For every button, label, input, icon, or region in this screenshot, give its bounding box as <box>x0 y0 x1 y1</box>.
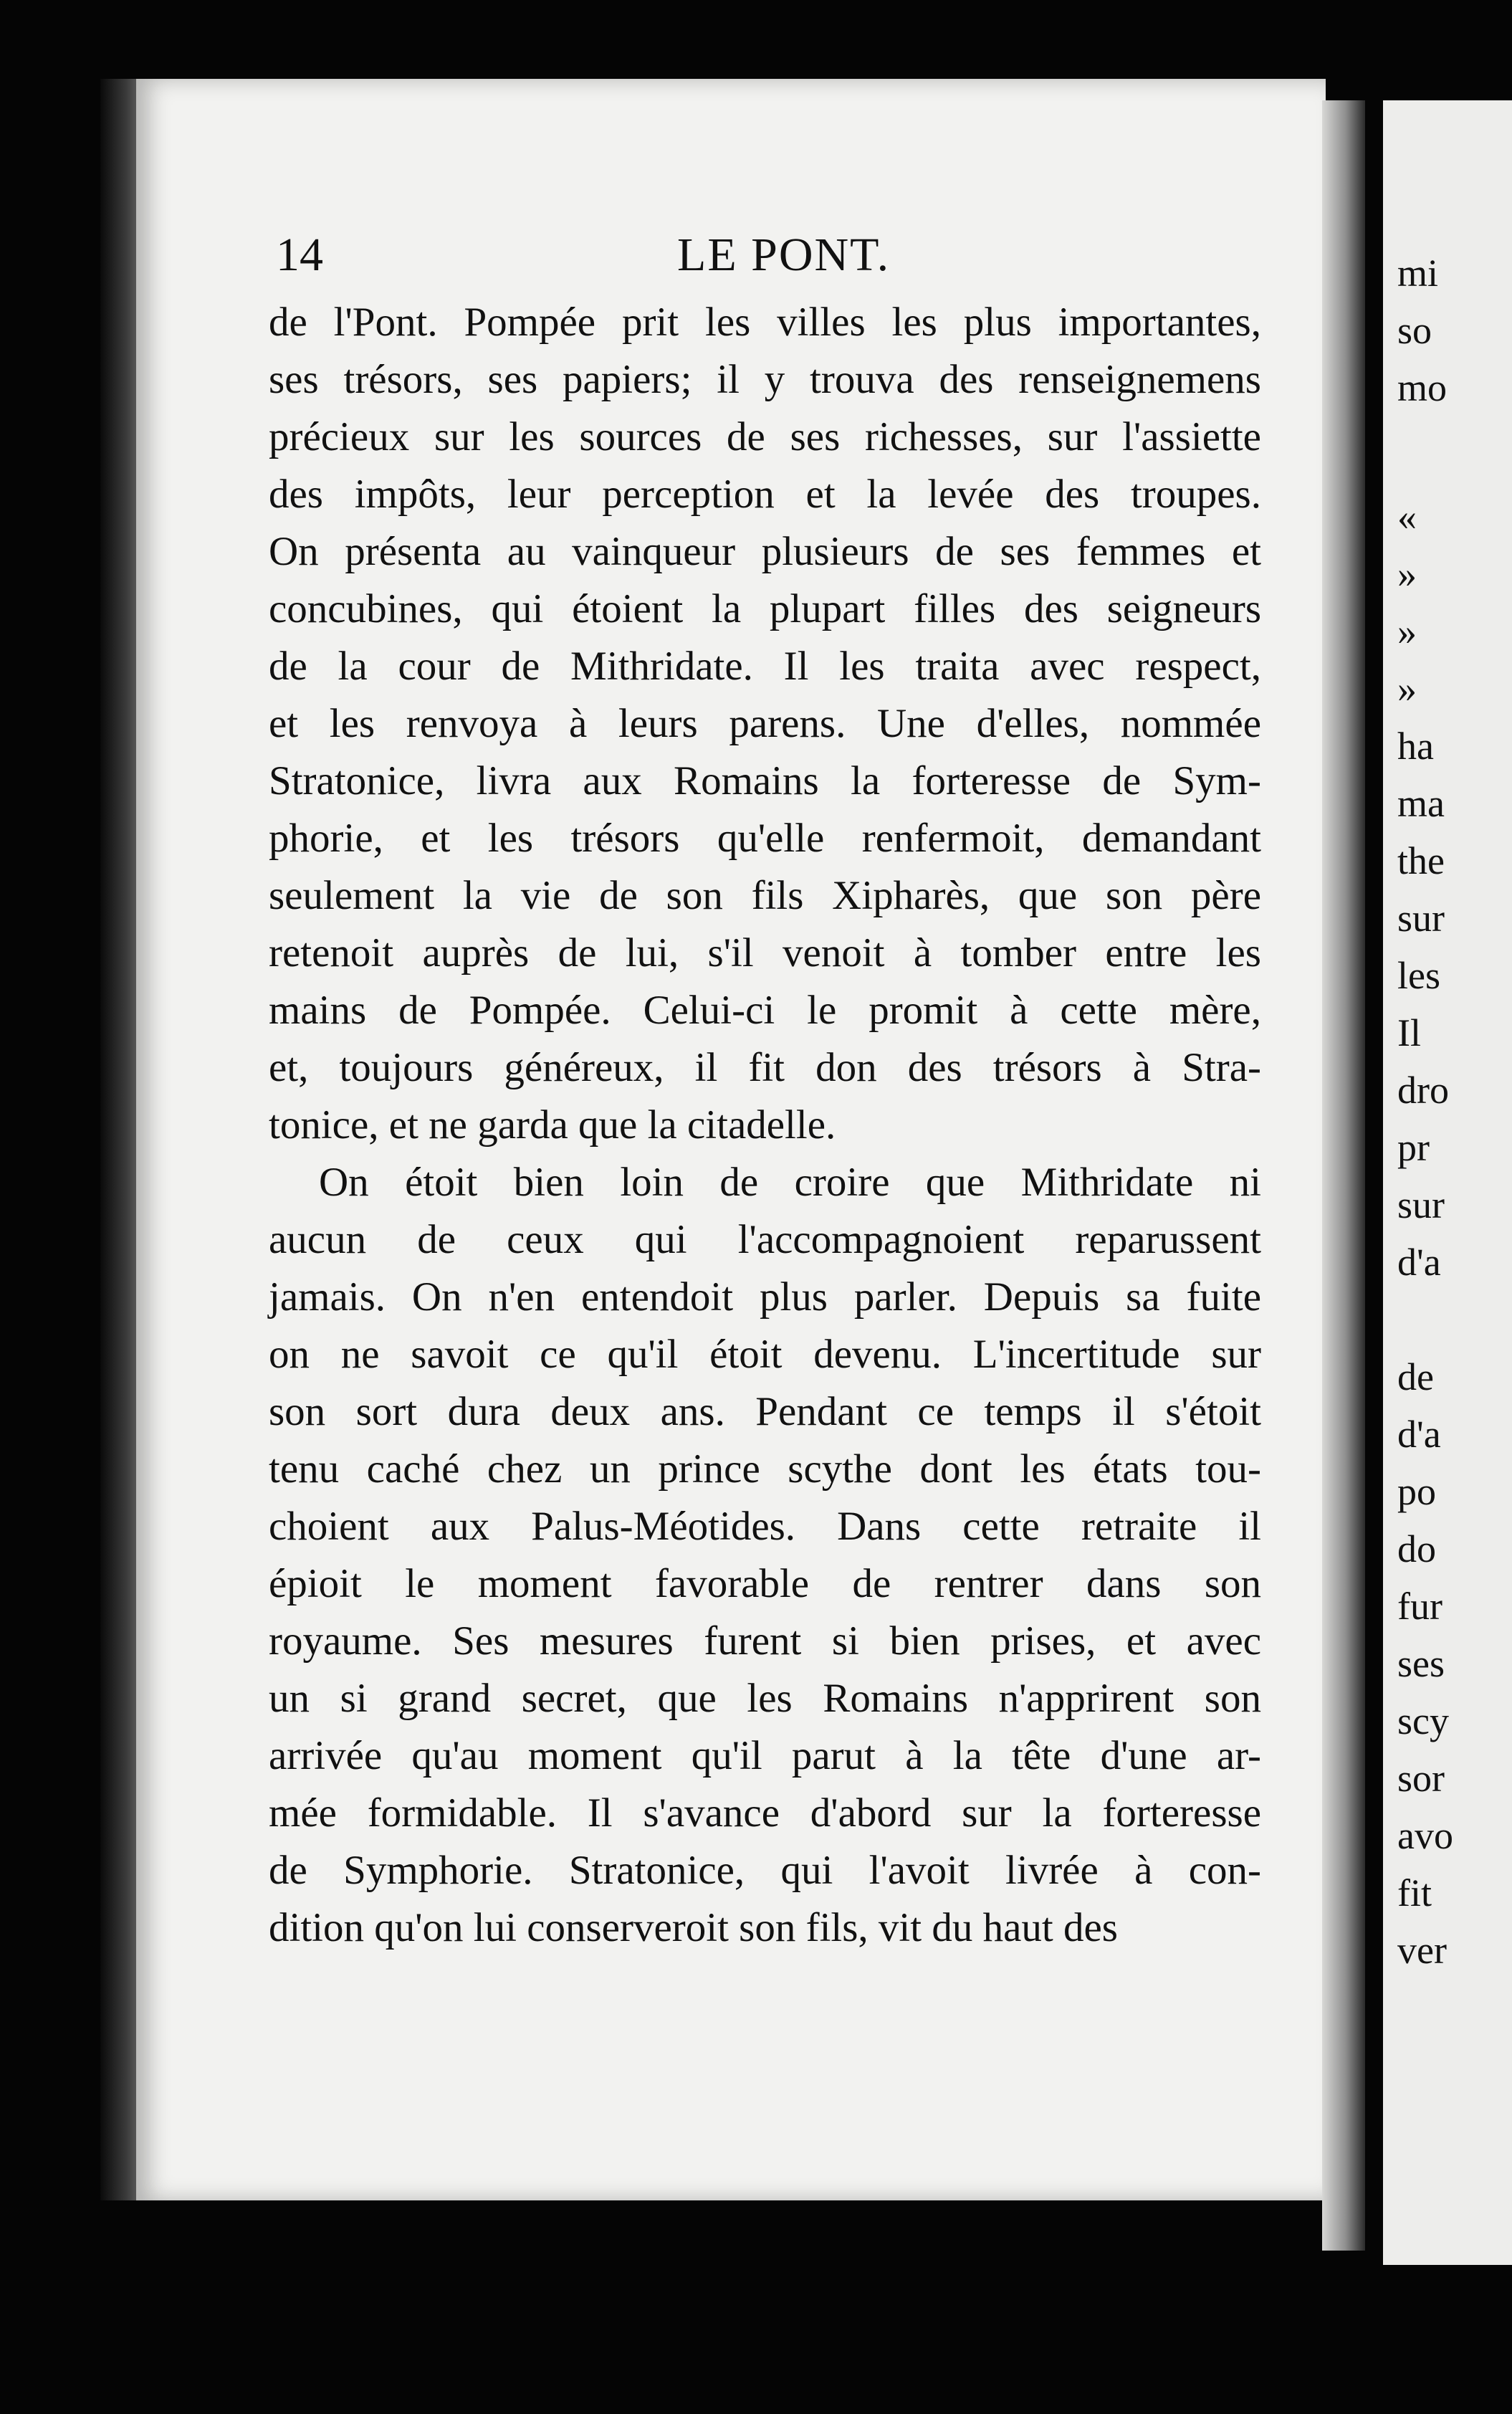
text-line: tonice, et ne garda que la citadelle. <box>269 1102 836 1148</box>
text-line: ses trésors, ses papiers; il y trouva des renseignemens <box>269 357 1261 402</box>
text-line: Stratonice, livra aux Romains la forteresse de Sym- <box>269 758 1261 803</box>
running-title: LE PONT. <box>677 229 891 281</box>
text-line: de la cour de Mithridate. Il les traita avec respect, <box>269 644 1261 689</box>
adjacent-page-text: ma <box>1397 782 1445 825</box>
adjacent-page-text: ver <box>1397 1929 1447 1972</box>
adjacent-page-text: Il <box>1397 1011 1421 1054</box>
adjacent-page-text: d'a <box>1397 1241 1441 1284</box>
adjacent-page-text: sur <box>1397 897 1445 940</box>
adjacent-page-text: de <box>1397 1355 1434 1398</box>
text-line: et, toujours généreux, il fit don des trésors à Stra- <box>269 1045 1261 1090</box>
text-line: mée formidable. Il s'avance d'abord sur la forteresse <box>269 1790 1261 1836</box>
text-line: et les renvoya à leurs parens. Une d'elles, nommée <box>269 701 1261 746</box>
adjacent-page-text: po <box>1397 1470 1436 1513</box>
adjacent-page-text: do <box>1397 1527 1436 1570</box>
text-line: de l'Pont. Pompée prit les villes les plus importantes, <box>269 300 1261 345</box>
text-line: concubines, qui étoient la plupart filles des seigneurs <box>269 586 1261 631</box>
adjacent-page-text: sur <box>1397 1183 1445 1226</box>
page-number: 14 <box>276 229 323 281</box>
text-line: de Symphorie. Stratonice, qui l'avoit livrée à con- <box>269 1848 1261 1893</box>
adjacent-page-text: mi <box>1397 252 1439 295</box>
text-line: son sort dura deux ans. Pendant ce temps il s'étoit <box>269 1389 1261 1434</box>
adjacent-page-text: scy <box>1397 1699 1449 1742</box>
body-text <box>269 294 1261 1957</box>
text-line: On présenta au vainqueur plusieurs de ses femmes et <box>269 529 1261 574</box>
text-line: On étoit bien loin de croire que Mithridate ni <box>319 1160 1261 1205</box>
adjacent-page-fragment <box>1383 100 1512 2265</box>
text-line: un si grand secret, que les Romains n'apprirent son <box>269 1676 1261 1721</box>
adjacent-page-text: the <box>1397 839 1445 882</box>
adjacent-page-text: fit <box>1397 1871 1432 1914</box>
adjacent-page-text: ha <box>1397 725 1434 768</box>
text-line: seulement la vie de son fils Xipharès, que son père <box>269 873 1261 918</box>
adjacent-page-text: » <box>1397 667 1417 710</box>
adjacent-page-text: so <box>1397 309 1432 352</box>
text-line: épioit le moment favorable de rentrer dans son <box>269 1561 1261 1606</box>
text-line: retenoit auprès de lui, s'il venoit à tomber entre les <box>269 930 1261 975</box>
adjacent-page-text: mo <box>1397 366 1448 409</box>
adjacent-page-text: dro <box>1397 1069 1449 1112</box>
text-line: royaume. Ses mesures furent si bien prises, et avec <box>269 1618 1261 1664</box>
adjacent-page-text: avo <box>1397 1814 1453 1857</box>
adjacent-page-text: fur <box>1397 1585 1442 1628</box>
text-line: tenu caché chez un prince scythe dont les états tou- <box>269 1446 1261 1492</box>
text-line: précieux sur les sources de ses richesses, sur l'assiette <box>269 414 1261 459</box>
adjacent-page-text: les <box>1397 954 1440 997</box>
page-header <box>276 228 1265 292</box>
text-line: des impôts, leur perception et la levée des troupes. <box>269 472 1261 517</box>
text-line: choient aux Palus-Méotides. Dans cette retraite il <box>269 1504 1261 1549</box>
text-line: jamais. On n'en entendoit plus parler. Depuis sa fuite <box>269 1274 1261 1320</box>
adjacent-page-text: » <box>1397 610 1417 653</box>
adjacent-page-text: sor <box>1397 1757 1445 1800</box>
adjacent-page-text: pr <box>1397 1126 1430 1169</box>
adjacent-page-text: « <box>1397 495 1417 538</box>
text-line: aucun de ceux qui l'accompagnoient reparussent <box>269 1217 1261 1262</box>
text-line: phorie, et les trésors qu'elle renfermoit, demandant <box>269 816 1261 861</box>
adjacent-page-text: ses <box>1397 1642 1445 1685</box>
text-line: dition qu'on lui conserveroit son fils, vit du haut des <box>269 1905 1118 1950</box>
adjacent-page-text: » <box>1397 553 1417 596</box>
text-line: on ne savoit ce qu'il étoit devenu. L'incertitude sur <box>269 1332 1261 1377</box>
adjacent-page-text: d'a <box>1397 1413 1441 1456</box>
text-line: mains de Pompée. Celui-ci le promit à cette mère, <box>269 988 1261 1033</box>
page-edge <box>1322 100 1365 2251</box>
text-line: arrivée qu'au moment qu'il parut à la tête d'une ar- <box>269 1733 1261 1778</box>
